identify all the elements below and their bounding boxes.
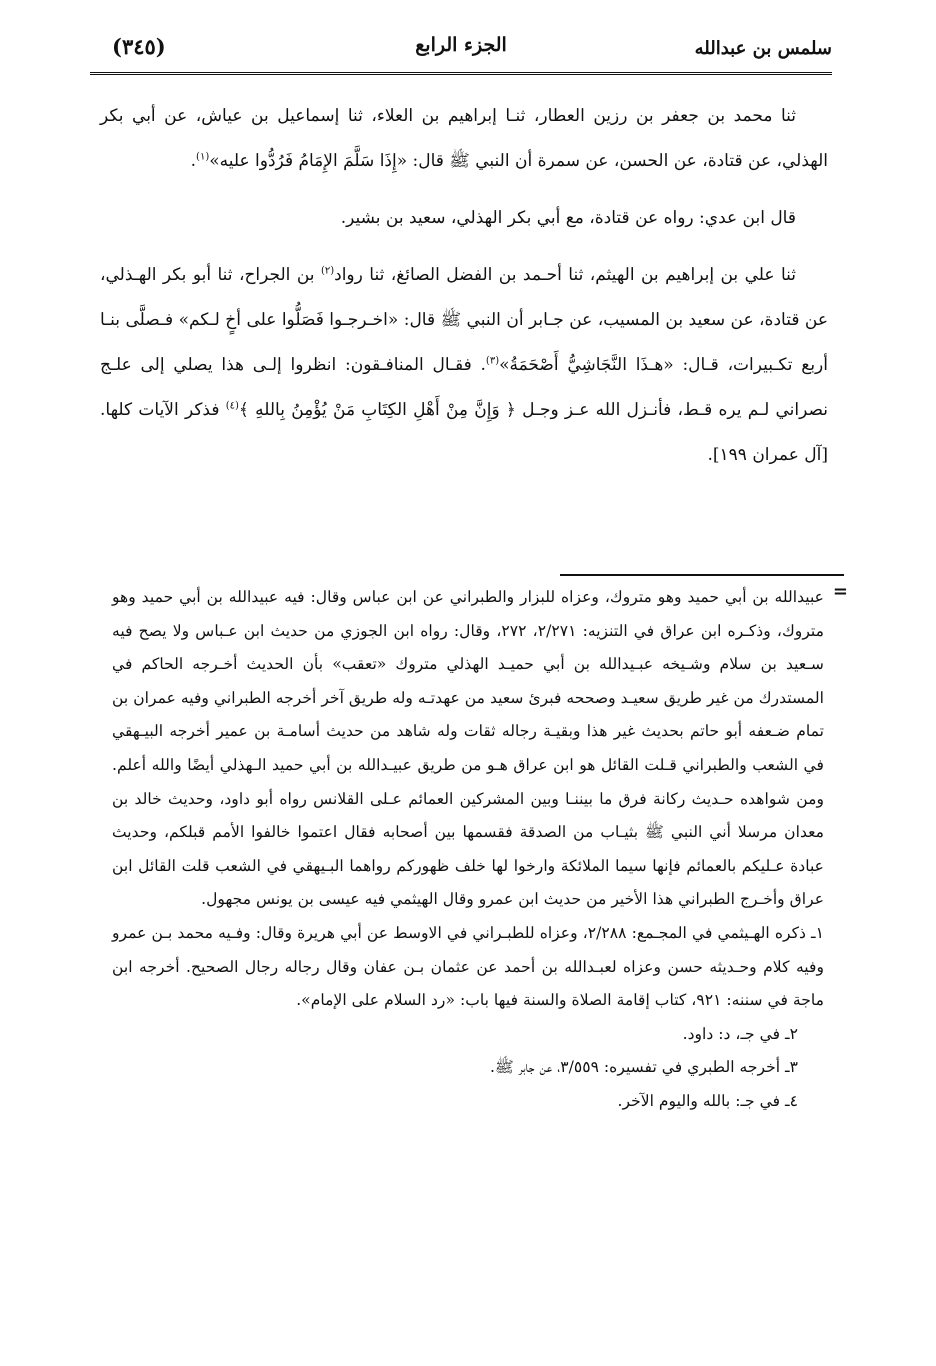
page-number: (٣٤٥) bbox=[112, 34, 166, 59]
main-text bbox=[100, 94, 828, 478]
continuation-mark: = bbox=[832, 581, 848, 602]
footnote-ref-1: (١) bbox=[196, 151, 210, 163]
footnote-ref-4: (٤) bbox=[225, 400, 239, 412]
footnote-divider bbox=[560, 574, 844, 576]
footnote-1: ١ـ ذكره الهـيثمي في المجـمع: ٢/٢٨٨، وعزاه للطبـراني في الاوسط عن أبي هريرة وقال: وفـيه محمد بـن عمرو وفيه كلام وحـديثه حسن وعزاه لعبـدالله بن أحمد عن عثمان بـن عفان وقال رجاله رجال الصحيح. أخرجه ابن ماجة في سننه: ٩٢١، كتاب إقامة الصلاة والسنة فيها باب: «رد السلام على الإمام». bbox=[112, 923, 824, 1010]
volume-title: الجزء الرابع bbox=[415, 34, 507, 56]
running-title: سلمس بن عبدالله bbox=[694, 38, 832, 59]
footnote-ref-3: (٣) bbox=[485, 355, 500, 367]
footnote-3: ٣ـ أخرجه الطبري في تفسيره: ٣/٥٥٩، عن جابر ﷺ. bbox=[489, 1058, 798, 1077]
paragraph-hadith-2 bbox=[100, 253, 828, 478]
footnote-2: ٢ـ في جـ، د: داود. bbox=[682, 1024, 798, 1043]
hadith-2-part-a: ثنا علي بن إبراهيم بن الهيثم، ثنا أحـمد بن الفضل الصائغ، ثنا رواد bbox=[334, 265, 796, 285]
paragraph-ibn-adi: قال ابن عدي: رواه عن قتادة، مع أبي بكر الهذلي، سعيد بن بشير. bbox=[340, 208, 796, 228]
footnote-continuation: عبيدالله بن أبي حميد وهو متروك، وعزاه للبزار والطبراني عن ابن عباس وقال: فيه عبيدالله بن أبي حميد وهو متروك، وذكـره ابن عراق في التنزيه: ٢/٢٧١، ٢٧٢، وقال: رواه ابن الجوزي من حديث ابن عـباس ولا يصح فيه سـعيد بن سلام وشـيخه عبـيدالله بن أبي حميـد الهذلي متروك «تعقب» بأن الحديث أخـرجه الحاكم في المستدرك من غير طريق سعيـد وصححه فبرئ سعيد من عهدتـه وله طريق آخر أخرجه الطبراني وفيه عمران بن تمام ضـعفه أبو حاتم بحديث غير هذا وبقيـة رجاله ثقات وله شاهد من حديث أسامـة بن عمير أخرجه البيـهقي في الشعب والطبراني قـلت القائل هو ابن عراق هـو من طريق عبيـدالله بن أبي حميد الـهذلي أيضًا والله أعلم. ومن شواهده حـديث ركانة فرق ما بيننـا وبين المشركين العمائم عـلى القلانس رواه أبو داود، وحديث خالد بن معدان مرسلا أني النبي ﷺ بثيـاب من الصدقة فقسمها بين أصحابه فقال اعتموا خالفوا الأمم قبلكم، وحديث عبادة عـليكم بالعمائم فإنها سيما الملائكة وارخوا لها خلف ظهوركم رواهما البـيهقي في الشعب قلت القائل ابن عراق وأخـرج الطبراني هذا الأخير من حديث ابن عمرو وقال الهيثمي فيه عيسى بن يونس مجهول. bbox=[112, 588, 824, 909]
hadith-2-part-c: . فقـال المنافـقون: انظروا إلـى هذا يصلي إلى علـج نصراني لـم يره قـط، فأنـزل الله عـز وجـل ﴿ وَإِنَّ مِنْ أَهْلِ الكِتَابِ مَنْ يُؤْمِنُ بِاللهِ ﴾ bbox=[100, 355, 828, 420]
page-header bbox=[90, 24, 832, 75]
hadith-2-part-b: بن الجراح، ثنا أبو بكر الهـذلي، عن قتادة، عن سعيد بن المسيب، عن جـابر أن النبي ﷺ قال: «اخـرجـوا فَصَلُّوا على أخٍ لـكم» فـصلَّى بنـا أربع تكـبيرات، قـال: «هـذَا النَّجَاشِيُّ أَصْحَمَةُ» bbox=[100, 265, 828, 375]
footnote-4: ٤ـ في جـ: بالله واليوم الآخر. bbox=[617, 1091, 798, 1110]
hadith-1-text: ثنا محمد بن جعفر بن رزين العطار، ثنـا إبراهيم بن العلاء، ثنا إسماعيل بن عياش، عن أبي بكر الهذلي، عن قتادة، عن الحسن، عن سمرة أن النبي ﷺ قال: «إِذَا سَلَّمَ الإِمَامُ فَرُدُّوا عليه» bbox=[100, 106, 828, 171]
footnotes bbox=[112, 581, 824, 1119]
hadith-1-end: . bbox=[190, 151, 197, 171]
hadith-2-part-d: فذكر الآيات كلها. [آل عمران ١٩٩]. bbox=[100, 400, 828, 465]
paragraph-hadith-1 bbox=[100, 94, 828, 184]
footnote-ref-2: (٢) bbox=[320, 265, 335, 277]
